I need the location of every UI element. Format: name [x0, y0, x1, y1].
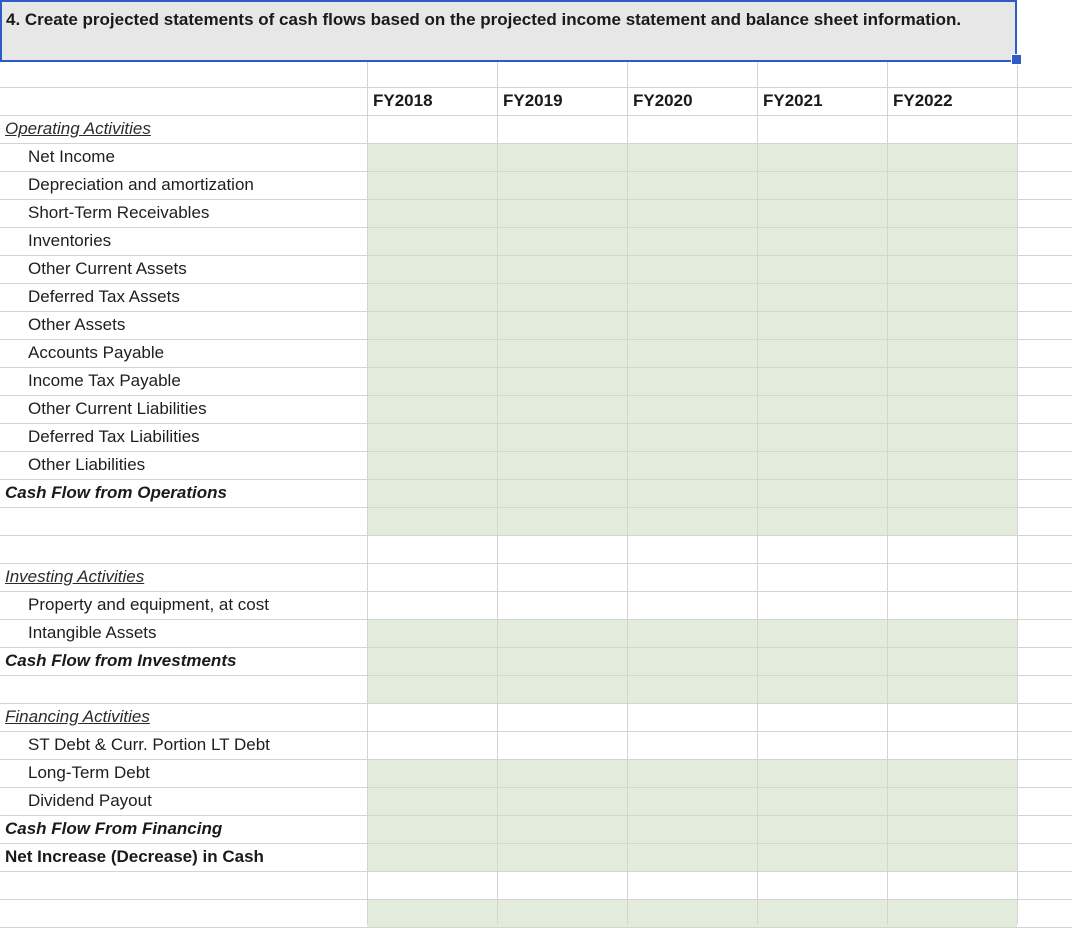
row-gridline [0, 759, 1072, 760]
row-gridline [0, 703, 1072, 704]
row-gridline [0, 619, 1072, 620]
column-gridline [887, 62, 888, 924]
financing-total: Cash Flow From Financing [5, 819, 223, 838]
operating-line-item: Accounts Payable [28, 343, 165, 362]
row-gridline [0, 311, 1072, 312]
investing-section-title: Investing Activities [5, 567, 145, 586]
row-gridline [0, 675, 1072, 676]
operating-section-title: Operating Activities [5, 119, 151, 138]
operating-line-item: Other Assets [28, 315, 126, 334]
operating-line-item: Other Current Liabilities [28, 399, 207, 418]
year-header-fy2018: FY2018 [373, 91, 433, 110]
year-header-fy2020: FY2020 [633, 91, 693, 110]
financing-line-item: Long-Term Debt [28, 763, 150, 782]
fill-handle[interactable] [1011, 54, 1022, 65]
instruction-text: 4. Create projected statements of cash flows based on the projected income statement and balance sheet information. [6, 10, 962, 29]
input-area[interactable] [367, 899, 1017, 927]
column-gridline [757, 62, 758, 924]
year-header-fy2019: FY2019 [503, 91, 563, 110]
investing-line-item: Intangible Assets [28, 623, 157, 642]
row-gridline [0, 507, 1072, 508]
instruction-cell[interactable] [0, 0, 1017, 62]
financing-line-item: ST Debt & Curr. Portion LT Debt [28, 735, 270, 754]
operating-line-item: Inventories [28, 231, 112, 250]
column-gridline [367, 62, 368, 924]
row-gridline [0, 227, 1072, 228]
operating-line-item: Income Tax Payable [28, 371, 181, 390]
year-header-fy2022: FY2022 [893, 91, 953, 110]
year-header-fy2021: FY2021 [763, 91, 823, 110]
row-gridline [0, 115, 1072, 116]
row-gridline [0, 451, 1072, 452]
row-gridline [0, 143, 1072, 144]
investing-line-item: Property and equipment, at cost [28, 595, 269, 614]
operating-total: Cash Flow from Operations [5, 483, 227, 502]
column-gridline [497, 62, 498, 924]
net-increase-label: Net Increase (Decrease) in Cash [5, 847, 264, 866]
operating-line-item: Depreciation and amortization [28, 175, 254, 194]
financing-section-title: Financing Activities [5, 707, 150, 726]
row-gridline [0, 563, 1072, 564]
row-gridline [0, 871, 1072, 872]
operating-line-item: Deferred Tax Assets [28, 287, 180, 306]
column-gridline [627, 62, 628, 924]
column-gridline [1017, 62, 1018, 924]
row-gridline [0, 787, 1072, 788]
row-gridline [0, 899, 1072, 900]
operating-line-item: Other Liabilities [28, 455, 146, 474]
row-gridline [0, 535, 1072, 536]
operating-line-item: Deferred Tax Liabilities [28, 427, 200, 446]
operating-line-item: Net Income [28, 147, 115, 166]
investing-total: Cash Flow from Investments [5, 651, 237, 670]
operating-line-item: Short-Term Receivables [28, 203, 210, 222]
input-area[interactable] [367, 619, 1017, 703]
financing-line-item: Dividend Payout [28, 791, 152, 810]
operating-line-item: Other Current Assets [28, 259, 187, 278]
